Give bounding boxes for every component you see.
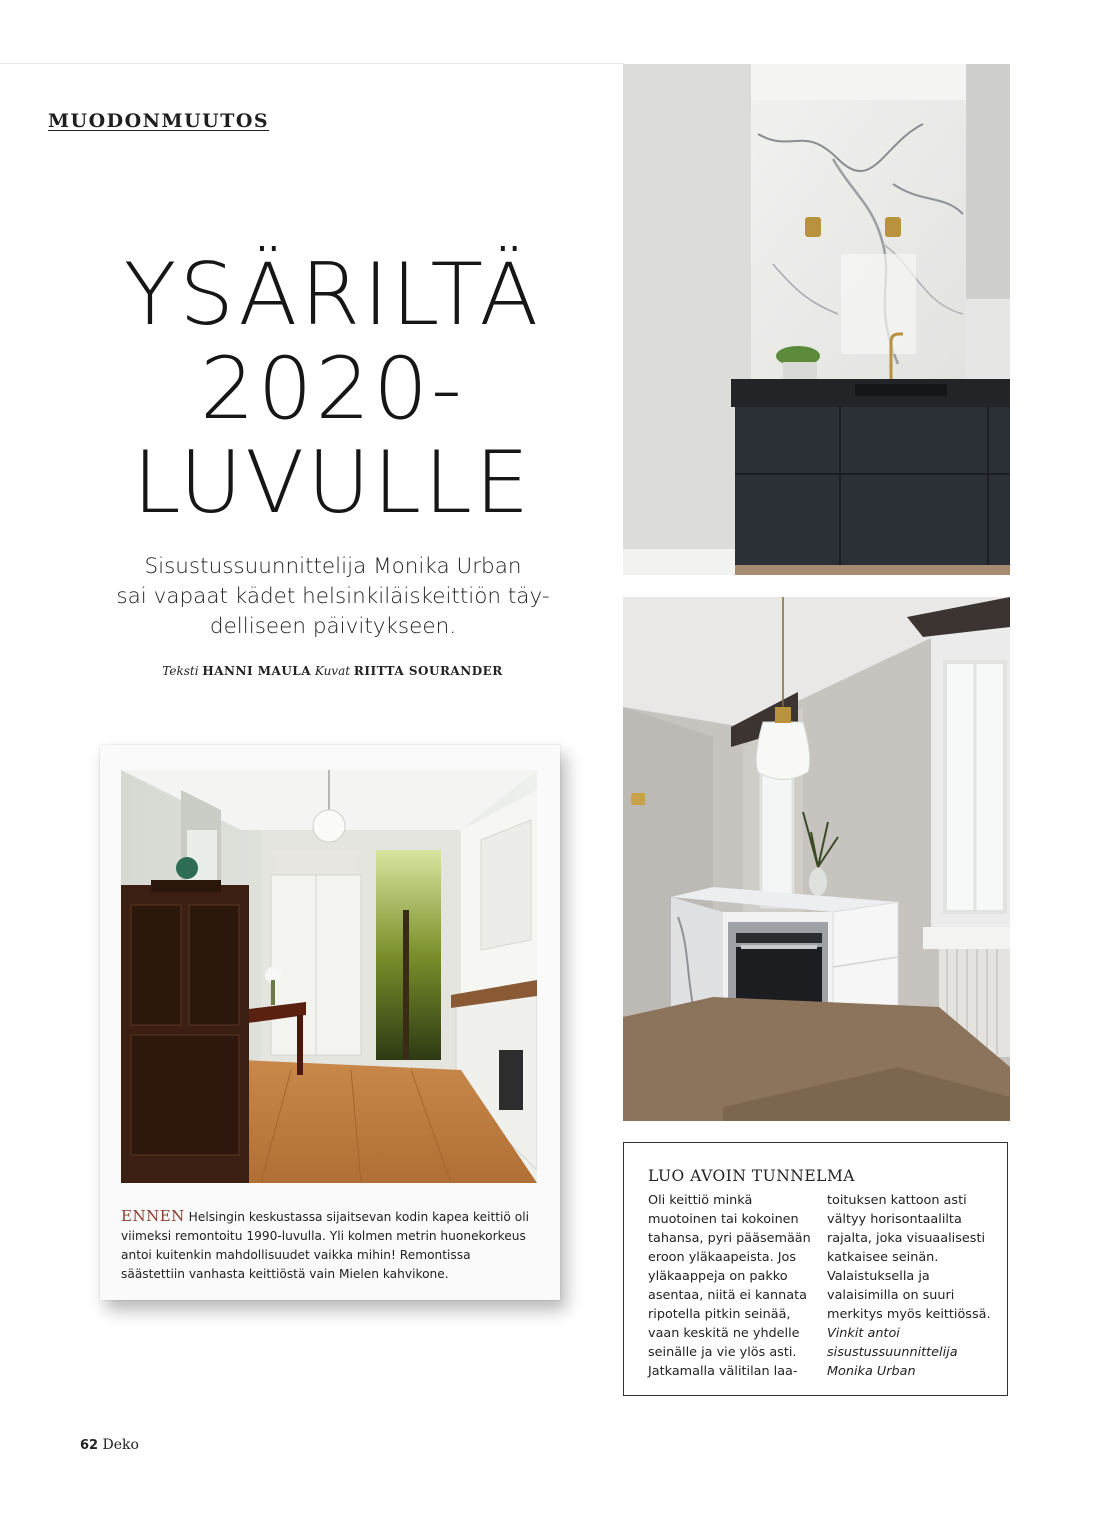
page-folio xyxy=(80,1437,139,1453)
byline xyxy=(100,664,565,678)
headline-line-2: 2020- xyxy=(200,339,465,439)
section-label: MUODONMUUTOS xyxy=(48,110,270,132)
lead-line-3: delliseen päivitykseen. xyxy=(209,614,457,639)
after-kitchen-marble-photo xyxy=(623,64,1010,575)
before-photo-card xyxy=(100,745,560,1300)
headline xyxy=(60,245,605,533)
tip-column-1: Oli keittiö minkä muotoinen tai kokoinen tahansa, pyri pääsemään eroon yläkaapeista. Jos yläkaappeja on pakko asentaa, niitä ei kannata ripotella pitkin seinää, vaan keskitä ne yhdelle seinälle ja vie ylös asti. Jatkamalla välitilan laa- xyxy=(648,1193,811,1379)
tip-title: LUO AVOIN TUNNELMA xyxy=(648,1167,856,1185)
lead-line-2: sai vapaat kädet helsinkiläiskeittiön täy- xyxy=(116,584,550,609)
byline-text-label: Teksti xyxy=(162,664,199,678)
tip-credit: Vinkit antoi sisustussuunnittelija Monika Urban xyxy=(827,1326,958,1379)
tip-box xyxy=(623,1142,1008,1396)
lead-line-1: Sisustussuunnittelija Monika Urban xyxy=(144,554,522,579)
headline-line-3: LUVULLE xyxy=(132,433,533,533)
before-kitchen-photo xyxy=(121,770,537,1183)
byline-photo-author: RIITTA SOURANDER xyxy=(353,664,503,678)
byline-photo-label: Kuvat xyxy=(314,664,351,678)
magazine-name: Deko xyxy=(102,1437,139,1453)
before-caption-text: Helsingin keskustassa sijaitsevan kodin kapea keittiö oli viimeksi remontoitu 1990-luvulla. Yli kolmen metrin huonekorkeus antoi kuitenkin mahdollisuudet vaikka mihin! Remontissa säästettiin vanhasta keittiöstä vain Mielen kahvikone. xyxy=(121,1210,529,1281)
headline-line-1: YSÄRILTÄ xyxy=(123,245,542,345)
tip-column-2 xyxy=(827,1191,997,1381)
page-number: 62 xyxy=(80,1438,99,1453)
top-rule xyxy=(0,63,624,64)
before-label: ENNEN xyxy=(121,1207,185,1225)
byline-text-author: HANNI MAULA xyxy=(202,664,312,678)
after-kitchen-island-photo xyxy=(623,597,1010,1121)
before-caption xyxy=(121,1207,537,1284)
tip-column-2-text: toituksen kattoon asti vältyy horisontaalilta rajalta, joka visuaalisesti katkaisee seinän. Valaistuksella ja valaisimilla on suuri merkitys myös keittiössä. xyxy=(827,1193,991,1322)
lead-paragraph xyxy=(78,552,588,642)
